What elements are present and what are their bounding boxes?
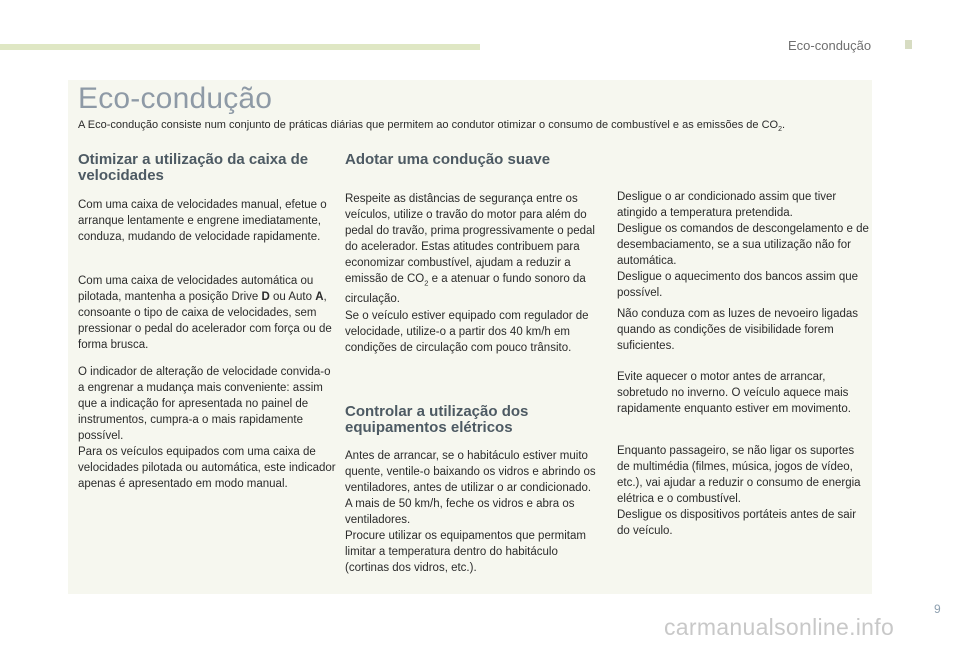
heading-otimizar: Otimizar a utilização da caixa de velocidades bbox=[78, 151, 309, 184]
right-block-2 bbox=[617, 443, 869, 539]
header-marker bbox=[905, 40, 912, 49]
heading-controlar: Controlar a utilização dos equipamentos elétricos bbox=[345, 403, 529, 436]
intro-text: A Eco-condução consiste num conjunto de práticas diárias que permitem ao condutor otimizar o consumo de combustível e as emissões de $CO_2$. bbox=[78, 119, 786, 134]
adotar-p2: Se o veículo estiver equipado com regulador de velocidade, utilize-o a partir dos 40 km/h em condições de circulação com pouco trânsito. bbox=[345, 310, 589, 354]
right-p1: Desligue o ar condicionado assim que tiver atingido a temperatura pretendida. bbox=[617, 191, 837, 219]
right-p4: Não conduza com as luzes de nevoeiro ligadas quando as condições de visibilidade forem suficientes. bbox=[617, 308, 859, 352]
adotar-p1: Respeite as distâncias de segurança entre os veículos, utilize o travão do motor para além do pedal do travão, prima progressivamente o pedal do acelerador. Estas atitudes contribuem para economizar combustível, ajudam a reduzir a emissão de $CO_2$ e a atenuar o fundo sonoro da circulação. bbox=[345, 193, 595, 306]
controlar-text bbox=[345, 448, 605, 576]
right-p2: Desligue os comandos de descongelamento e de desembaciamento, se a sua utilização não for automática. bbox=[617, 223, 869, 267]
right-p7: Desligue os dispositivos portáteis antes de sair do veículo. bbox=[617, 509, 857, 537]
otimizar-p4: Para os veículos equipados com uma caixa de velocidades pilotada ou automática, este indicador apenas é apresentado em modo manual. bbox=[78, 446, 336, 490]
otimizar-p3: O indicador de alteração de velocidade convida-o a engrenar a mudança mais conveniente: assim que a indicação for apresentada no painel de instrumentos, cumpra-a o mais rapidamente possível. Para os veículos equipados com uma caixa de velocidades pilotada ou automática, este indicador apenas é apresentado em modo manual. bbox=[78, 364, 340, 492]
page-number: 9 bbox=[934, 602, 941, 616]
right-block-1 bbox=[617, 189, 869, 301]
otimizar-p2: Com uma caixa de velocidades automática ou pilotada, mantenha a posição Drive D ou Auto A, consoante o tipo de caixa de velocidades, sem pressionar o pedal do acelerador com força ou de forma brusca. bbox=[78, 275, 332, 351]
controlar-p2: A mais de 50 km/h, feche os vidros e abra os ventiladores. bbox=[345, 498, 575, 526]
right-p6: Enquanto passageiro, se não ligar os suportes de multimédia (filmes, música, jogos de vídeo, etc.), vai ajudar a reduzir o consumo de energia elétrica e o combustível. bbox=[617, 445, 861, 505]
right-p3: Desligue o aquecimento dos bancos assim que possível. bbox=[617, 271, 859, 299]
header-section-title: Eco-condução bbox=[788, 38, 872, 53]
watermark: carmanualsonline.info bbox=[664, 614, 895, 640]
controlar-p1: Antes de arrancar, se o habitáculo estiver muito quente, ventile-o baixando os vidros e abrindo os ventiladores, antes de utilizar o ar condicionado. bbox=[345, 450, 596, 494]
header-accent-bar bbox=[0, 44, 480, 50]
controlar-p3: Procure utilizar os equipamentos que permitam limitar a temperatura dentro do habitáculo (cortinas dos vidros, etc.). bbox=[345, 530, 586, 574]
heading-adotar: Adotar uma condução suave bbox=[345, 151, 551, 168]
otimizar-p1: Com uma caixa de velocidades manual, efetue o arranque lentamente e engrene imediatamente, conduza, mudando de velocidade rapidamente. bbox=[78, 199, 327, 243]
right-p5: Evite aquecer o motor antes de arrancar, sobretudo no inverno. O veículo aquece mais rapidamente enquanto estiver em movimento. bbox=[617, 371, 851, 415]
page-title: Eco-condução bbox=[78, 82, 273, 115]
